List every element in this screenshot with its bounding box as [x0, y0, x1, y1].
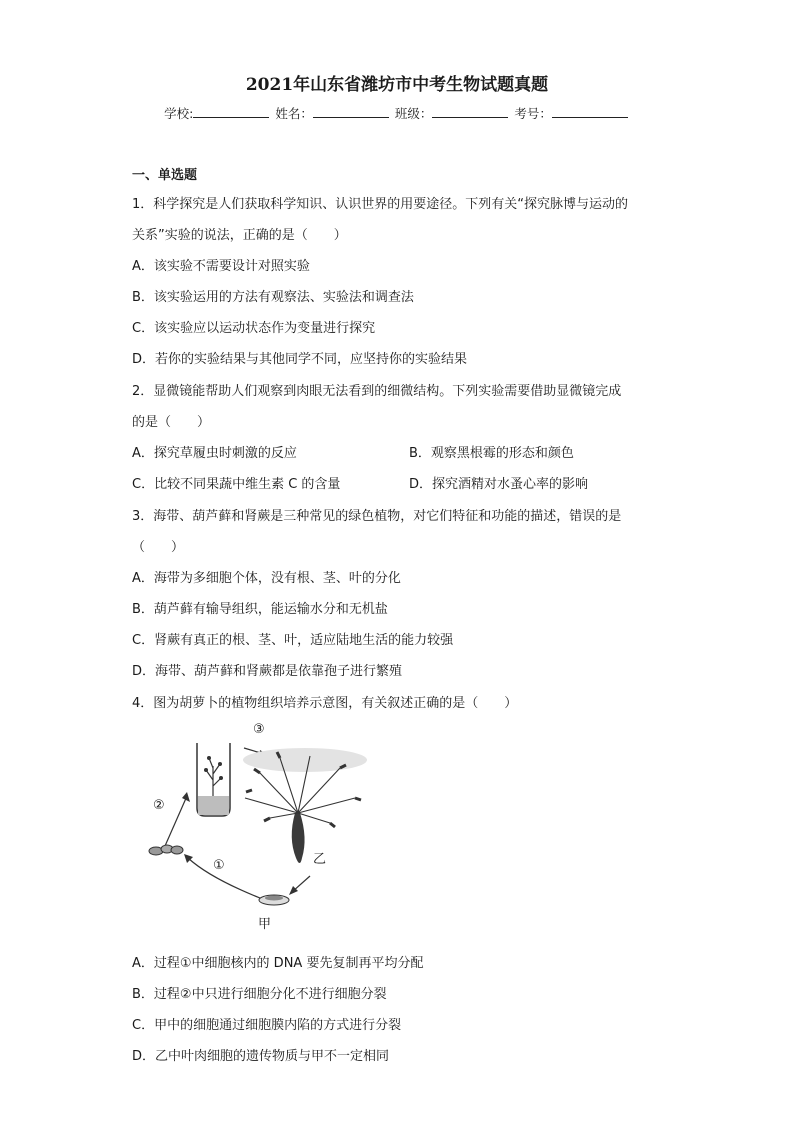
- school-label: 学校:: [164, 106, 194, 121]
- q2-stem-line1: 2．显微镜能帮助人们观察到肉眼无法看到的细微结构。下列实验需要借助显微镜完成: [132, 384, 622, 399]
- q1-option-d[interactable]: D．若你的实验结果与其他同学不同，应坚持你的实验结果: [132, 352, 468, 367]
- q4-option-a[interactable]: A．过程①中细胞核内的 DNA 要先复制再平均分配: [132, 956, 424, 971]
- q1-option-a[interactable]: A．该实验不需要设计对照实验: [132, 259, 310, 274]
- q4-option-c[interactable]: C．甲中的细胞通过细胞膜内陷的方式进行分裂: [132, 1018, 402, 1033]
- q2-option-c[interactable]: C．比较不同果蔬中维生素 C 的含量: [132, 477, 341, 492]
- name-blank[interactable]: [313, 105, 389, 118]
- q1-option-c[interactable]: C．该实验应以运动状态作为变量进行探究: [132, 321, 376, 336]
- q3-stem-line1: 3．海带、葫芦藓和肾蕨是三种常见的绿色植物，对它们特征和功能的描述，错误的是: [132, 509, 622, 524]
- carrot-plant: [243, 748, 367, 863]
- school-blank[interactable]: [193, 105, 269, 118]
- q1-stem-line2: 关系”实验的说法，正确的是（ ）: [132, 228, 347, 243]
- class-blank[interactable]: [432, 105, 508, 118]
- q4-option-b[interactable]: B．过程②中只进行细胞分化不进行细胞分裂: [132, 987, 387, 1002]
- q1-option-b[interactable]: B．该实验运用的方法有观察法、实验法和调查法: [132, 290, 414, 305]
- q2-option-a[interactable]: A．探究草履虫时刺激的反应: [132, 446, 297, 461]
- explant-dish: [259, 895, 289, 905]
- page-title: 2021年山东省潍坊市中考生物试题真题: [245, 75, 549, 95]
- callus-cells: [149, 845, 183, 855]
- q3-option-a[interactable]: A．海带为多细胞个体，没有根、茎、叶的分化: [132, 571, 401, 586]
- q3-stem-line2: （ ）: [132, 540, 185, 555]
- tissue-culture-illustration: [140, 718, 380, 938]
- q2-option-b[interactable]: B．观察黑根霉的形态和颜色: [409, 446, 574, 461]
- label-yi: 乙: [313, 852, 327, 867]
- q4-option-d[interactable]: D．乙中叶肉细胞的遗传物质与甲不一定相同: [132, 1049, 390, 1064]
- arrow-step2: [165, 796, 187, 846]
- q1-stem-line1: 1．科学探究是人们获取科学知识、认识世界的用要途径。下列有关“探究脉博与运动的: [132, 197, 629, 212]
- q2-option-d[interactable]: D．探究酒精对水蚤心率的影响: [409, 477, 589, 492]
- q4-stem-line1: 4．图为胡萝卜的植物组织培养示意图，有关叙述正确的是（ ）: [132, 696, 518, 711]
- student-info-line: [0, 104, 794, 122]
- q3-option-d[interactable]: D．海带、葫芦藓和肾蕨都是依靠孢子进行繁殖: [132, 664, 403, 679]
- label-step3: ③: [253, 722, 265, 737]
- name-label: 姓名：: [275, 106, 313, 121]
- label-step1: ①: [213, 858, 225, 873]
- test-tube: [197, 743, 230, 816]
- section-title: 一、单选题: [132, 168, 198, 183]
- exam-no-label: 考号：: [514, 106, 552, 121]
- class-label: 班级：: [394, 106, 433, 121]
- label-step2: ②: [153, 798, 165, 813]
- q3-option-b[interactable]: B．葫芦藓有输导组织，能运输水分和无机盐: [132, 602, 388, 617]
- q2-stem-line2: 的是（ ）: [132, 415, 211, 430]
- exam-no-blank[interactable]: [552, 105, 628, 118]
- label-jia: 甲: [258, 917, 272, 932]
- q3-option-c[interactable]: C．肾蕨有真正的根、茎、叶，适应陆地生活的能力较强: [132, 633, 454, 648]
- tissue-culture-diagram: [140, 718, 380, 938]
